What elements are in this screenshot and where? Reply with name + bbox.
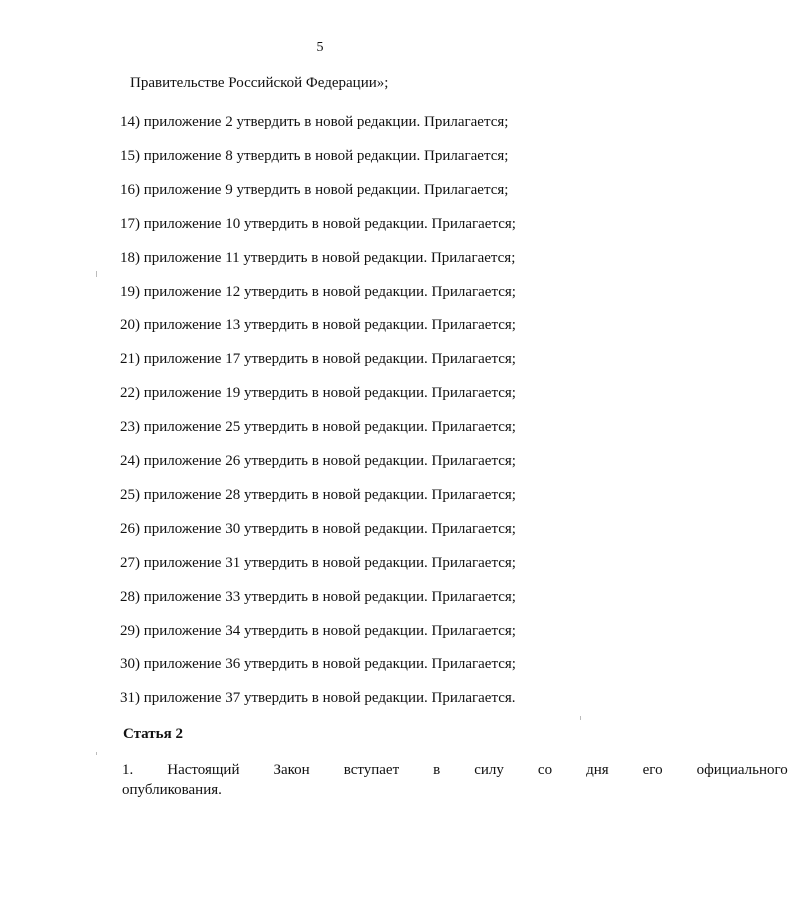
paragraph-word: со xyxy=(537,762,553,778)
amendment-list-item: 20) приложение 13 утвердить в новой редакции. Прилагается; xyxy=(120,317,516,334)
article-paragraph-line-1 xyxy=(88,760,788,780)
scan-speck xyxy=(96,752,97,755)
amendment-list-item: 23) приложение 25 утвердить в новой редакции. Прилагается; xyxy=(120,419,516,436)
paragraph-word: его xyxy=(642,762,663,778)
amendment-list-item: 14) приложение 2 утвердить в новой редакции. Прилагается; xyxy=(120,114,509,130)
article-paragraph xyxy=(88,760,788,800)
amendment-list-item: 29) приложение 34 утвердить в новой редакции. Прилагается; xyxy=(120,622,516,639)
paragraph-word: 1. xyxy=(122,762,134,778)
paragraph-word: Настоящий xyxy=(167,762,240,778)
amendment-list-item: 28) приложение 33 утвердить в новой редакции. Прилагается; xyxy=(120,588,516,605)
amendment-list-item: 30) приложение 36 утвердить в новой редакции. Прилагается; xyxy=(120,656,516,673)
paragraph-word: дня xyxy=(586,762,609,778)
amendment-list-item: 31) приложение 37 утвердить в новой редакции. Прилагается. xyxy=(120,690,516,707)
amendment-list-item: 26) приложение 30 утвердить в новой редакции. Прилагается; xyxy=(120,520,516,537)
continued-text-line: Правительстве Российской Федерации»; xyxy=(130,75,389,91)
scan-speck xyxy=(580,716,581,720)
paragraph-word: официального xyxy=(696,762,788,778)
amendment-list-item: 22) приложение 19 утвердить в новой редакции. Прилагается; xyxy=(120,385,516,402)
paragraph-word: в xyxy=(433,762,441,778)
amendment-list-item: 19) приложение 12 утвердить в новой редакции. Прилагается; xyxy=(120,283,516,300)
amendment-list-item: 24) приложение 26 утвердить в новой редакции. Прилагается; xyxy=(120,453,516,469)
amendment-list-item: 25) приложение 28 утвердить в новой редакции. Прилагается; xyxy=(120,486,516,503)
paragraph-word: Закон xyxy=(273,762,310,778)
paragraph-word: вступает xyxy=(343,762,400,778)
scan-speck xyxy=(96,271,97,277)
amendment-list-item: 15) приложение 8 утвердить в новой редакции. Прилагается; xyxy=(120,147,509,164)
amendment-list-item: 27) приложение 31 утвердить в новой редакции. Прилагается; xyxy=(120,554,516,571)
article-paragraph-line-2: опубликования. xyxy=(122,782,222,798)
amendment-list-item: 18) приложение 11 утвердить в новой редакции. Прилагается; xyxy=(120,249,516,266)
amendment-list-item: 21) приложение 17 утвердить в новой редакции. Прилагается; xyxy=(120,351,516,368)
article-heading: Статья 2 xyxy=(123,726,183,742)
paragraph-word: силу xyxy=(474,762,504,778)
amendment-list-item: 16) приложение 9 утвердить в новой редакции. Прилагается; xyxy=(120,181,509,198)
amendment-list-item: 17) приложение 10 утвердить в новой редакции. Прилагается; xyxy=(120,215,516,232)
page-number: 5 xyxy=(316,40,324,55)
